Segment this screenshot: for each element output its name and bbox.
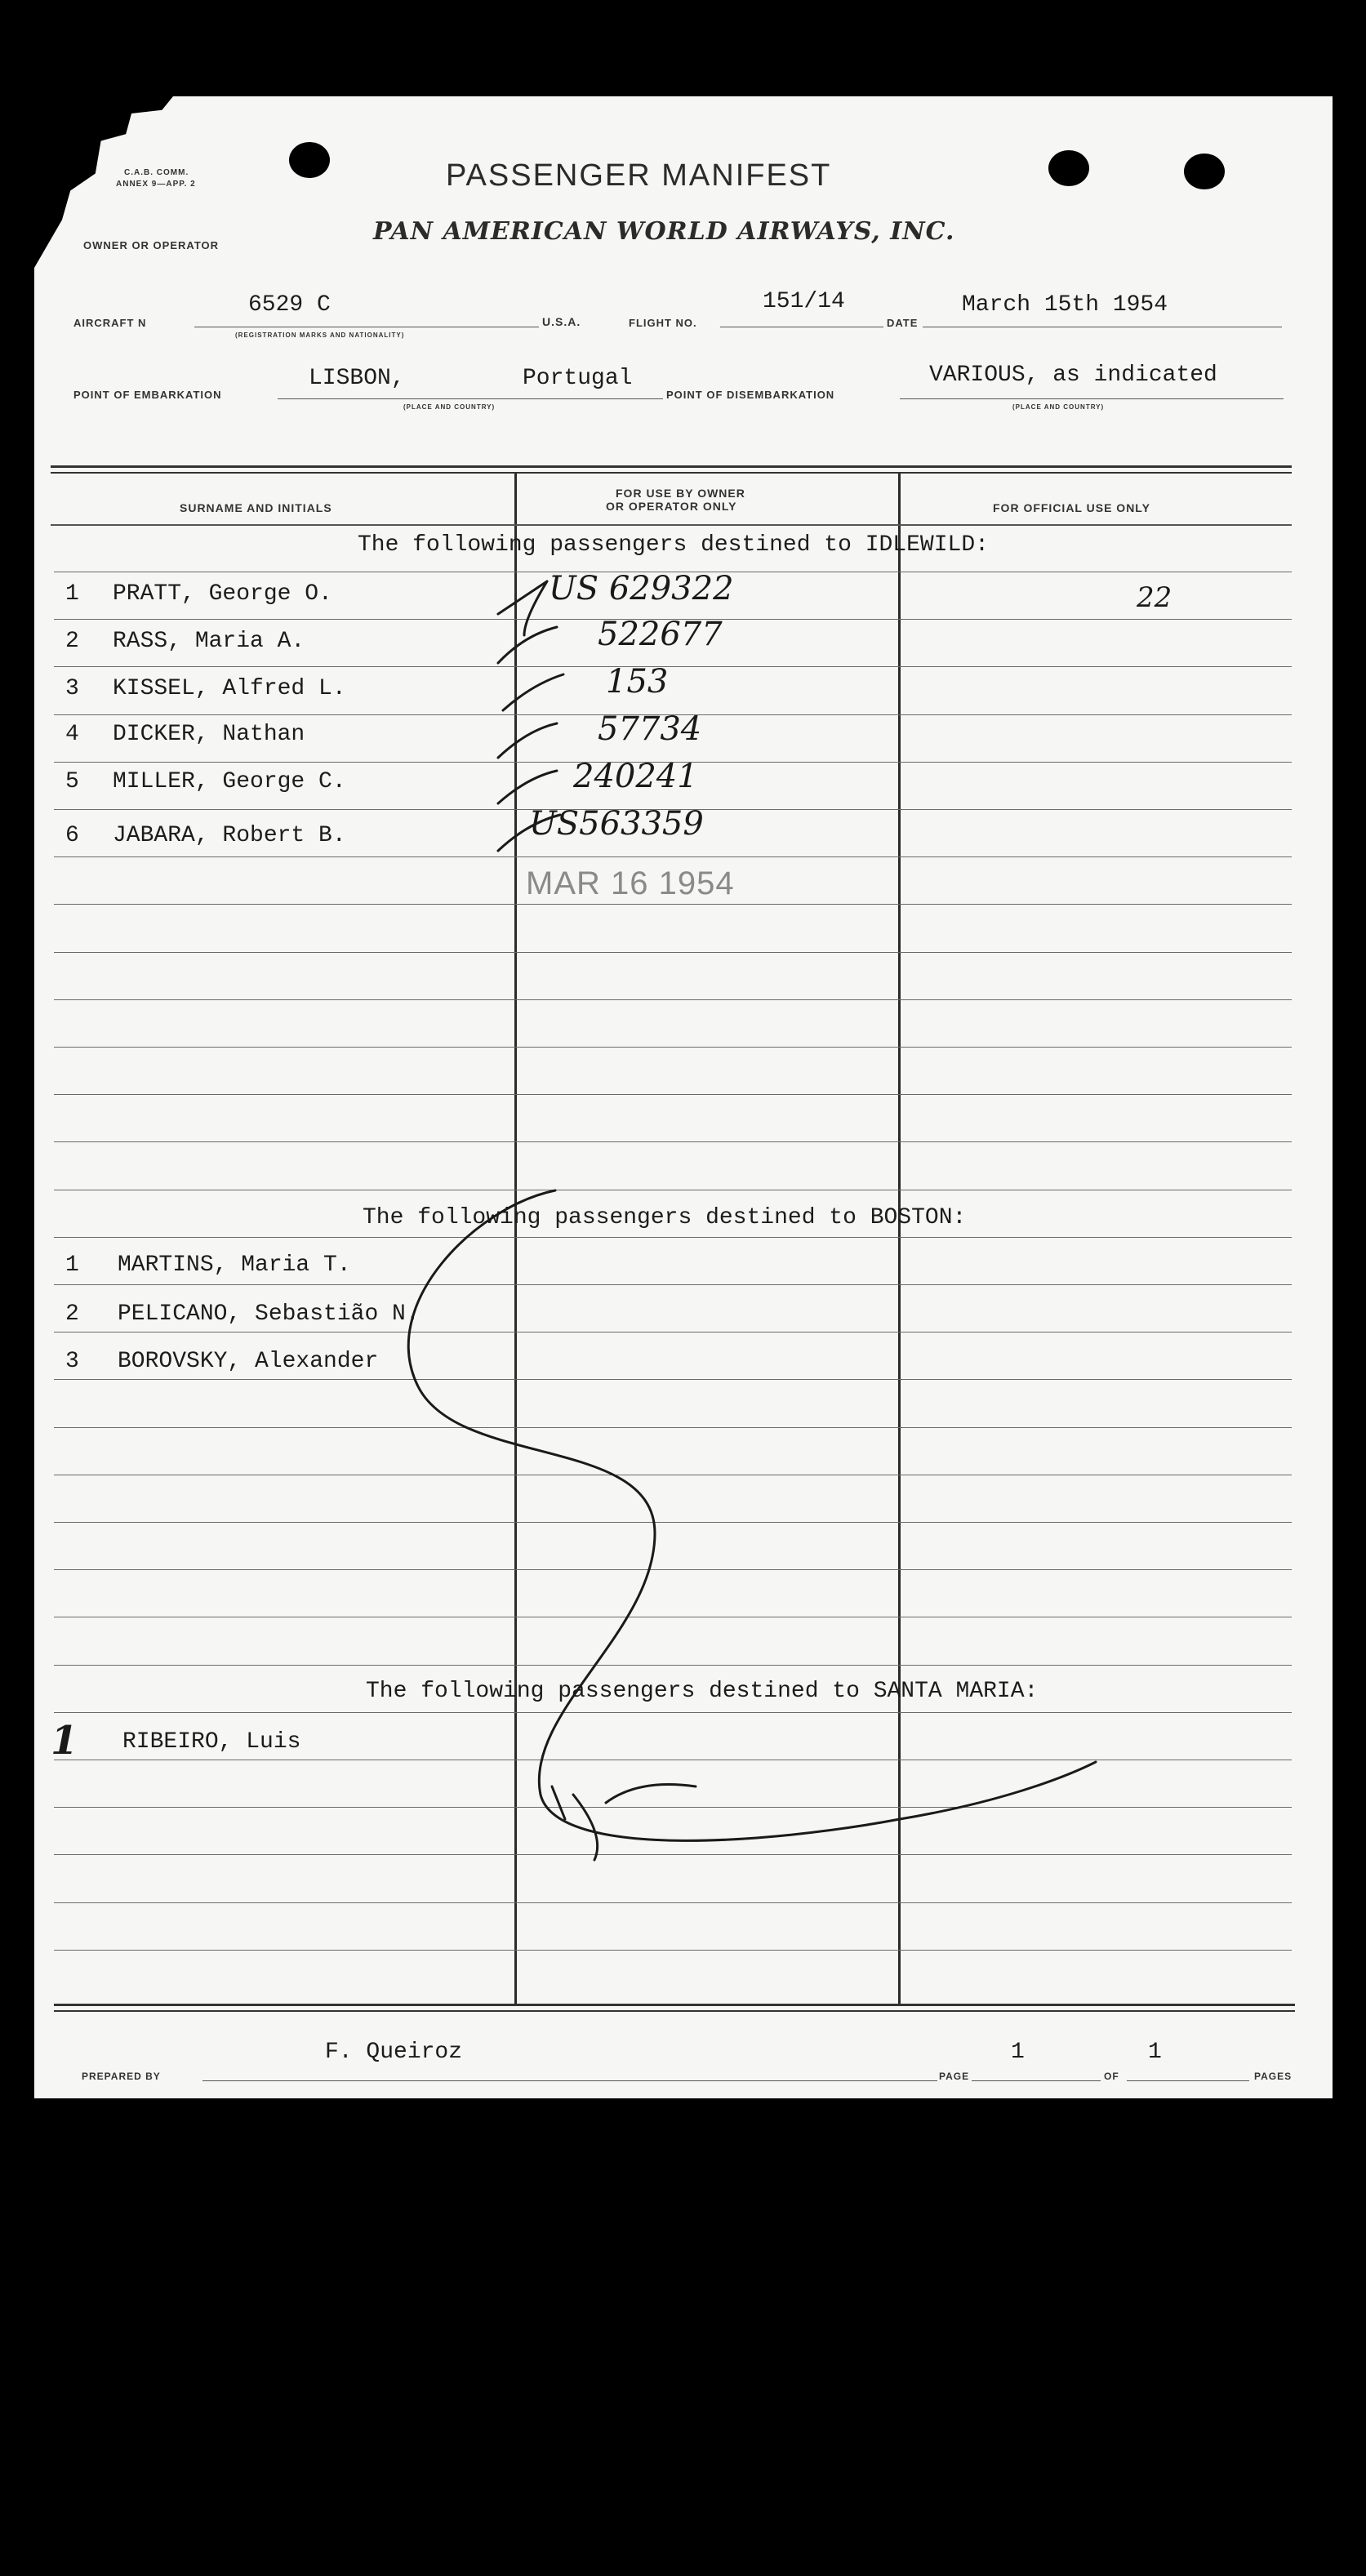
embarkation-sublabel: (PLACE AND COUNTRY) <box>403 403 496 411</box>
prepared-by-label: PREPARED BY <box>82 2071 161 2082</box>
page-label: PAGE <box>939 2071 970 2082</box>
flight-no-value: 151/14 <box>763 289 845 314</box>
passenger-number: 3 <box>65 676 79 701</box>
passenger-number: 4 <box>65 722 79 747</box>
passenger-name: KISSEL, Alfred L. <box>113 676 346 701</box>
passenger-number: 6 <box>65 823 79 848</box>
form-ref-line1: C.A.B. COMM. <box>124 168 189 177</box>
table-bottom-rule-2 <box>54 2010 1295 2012</box>
form-ref-line2: ANNEX 9—APP. 2 <box>116 180 196 189</box>
aircraft-value: 6529 C <box>248 292 331 318</box>
embarkation-country: Portugal <box>523 366 633 391</box>
date-value: March 15th 1954 <box>962 292 1168 318</box>
official-note: 22 <box>1137 581 1172 614</box>
owner-note: 522677 <box>598 616 723 653</box>
signature-initials <box>552 1785 696 1861</box>
col-official-header: FOR OFFICIAL USE ONLY <box>993 501 1150 514</box>
total-pages-underline <box>1127 2080 1249 2081</box>
usa-label: U.S.A. <box>542 315 581 328</box>
passenger-name: DICKER, Nathan <box>113 722 305 747</box>
aircraft-sublabel: (REGISTRATION MARKS AND NATIONALITY) <box>235 331 405 339</box>
date-label: DATE <box>887 317 919 329</box>
passenger-number: 2 <box>65 629 79 654</box>
passenger-number: 5 <box>65 769 79 794</box>
received-date-stamp: MAR 16 1954 <box>526 865 735 901</box>
passenger-name: PELICANO, Sebastião N. <box>118 1301 420 1327</box>
col-surname-header: SURNAME AND INITIALS <box>180 501 332 514</box>
passenger-name: JABARA, Robert B. <box>113 823 346 848</box>
section-heading-idlewild: The following passengers destined to IDLEWILD: <box>358 532 989 558</box>
embarkation-city: LISBON, <box>309 366 405 391</box>
col-owner-header-line1: FOR USE BY OWNER <box>616 487 745 500</box>
embarkation-label: POINT OF EMBARKATION <box>73 389 222 401</box>
page-number: 1 <box>1011 2040 1025 2065</box>
handwriting-overlay <box>34 96 1333 2098</box>
passenger-name: RIBEIRO, Luis <box>122 1729 301 1755</box>
pages-label: PAGES <box>1254 2071 1293 2082</box>
tick-mark <box>498 815 560 851</box>
owner-note: US 629322 <box>549 570 734 607</box>
tick-mark <box>503 674 563 710</box>
passenger-number: 1 <box>51 1718 78 1764</box>
section-heading-boston: The following passengers destined to BOSTON: <box>363 1205 967 1230</box>
company-name: PAN AMERICAN WORLD AIRWAYS, INC. <box>373 217 955 246</box>
passenger-name: BOROVSKY, Alexander <box>118 1349 379 1374</box>
page-underline <box>972 2080 1101 2081</box>
owner-note: 240241 <box>573 758 698 795</box>
owner-note: 153 <box>606 663 669 701</box>
passenger-number: 2 <box>65 1301 79 1327</box>
owner-operator-label: OWNER OR OPERATOR <box>83 239 220 251</box>
disembarkation-value: VARIOUS, as indicated <box>929 363 1217 388</box>
disembarkation-sublabel: (PLACE AND COUNTRY) <box>1012 403 1105 411</box>
tick-mark <box>498 627 557 663</box>
flight-no-label: FLIGHT NO. <box>629 317 697 329</box>
tick-mark <box>498 723 557 758</box>
passenger-name: MARTINS, Maria T. <box>118 1252 351 1278</box>
col-owner-header-line2: OR OPERATOR ONLY <box>606 500 737 513</box>
table-bottom-rule <box>54 2004 1295 2006</box>
prepared-by-value: F. Queiroz <box>325 2040 463 2065</box>
page-title: PASSENGER MANIFEST <box>446 158 832 193</box>
owner-note: 57734 <box>598 710 702 748</box>
tick-mark <box>498 581 547 635</box>
disembarkation-label: POINT OF DISEMBARKATION <box>666 389 835 401</box>
of-label: OF <box>1104 2071 1119 2082</box>
total-pages: 1 <box>1148 2040 1162 2065</box>
tick-mark <box>498 771 557 803</box>
passenger-number: 1 <box>65 581 79 607</box>
owner-note: US563359 <box>529 805 704 843</box>
section-heading-santa-maria: The following passengers destined to SANTA MARIA: <box>366 1679 1039 1704</box>
passenger-name: MILLER, George C. <box>113 769 346 794</box>
passenger-name: RASS, Maria A. <box>113 629 305 654</box>
prepared-by-underline <box>202 2080 937 2081</box>
passenger-number: 3 <box>65 1349 79 1374</box>
aircraft-label: AIRCRAFT N <box>73 317 147 329</box>
signature-stroke <box>408 1190 1096 1840</box>
passenger-number: 1 <box>65 1252 79 1278</box>
manifest-sheet <box>34 96 1333 2098</box>
passenger-name: PRATT, George O. <box>113 581 332 607</box>
